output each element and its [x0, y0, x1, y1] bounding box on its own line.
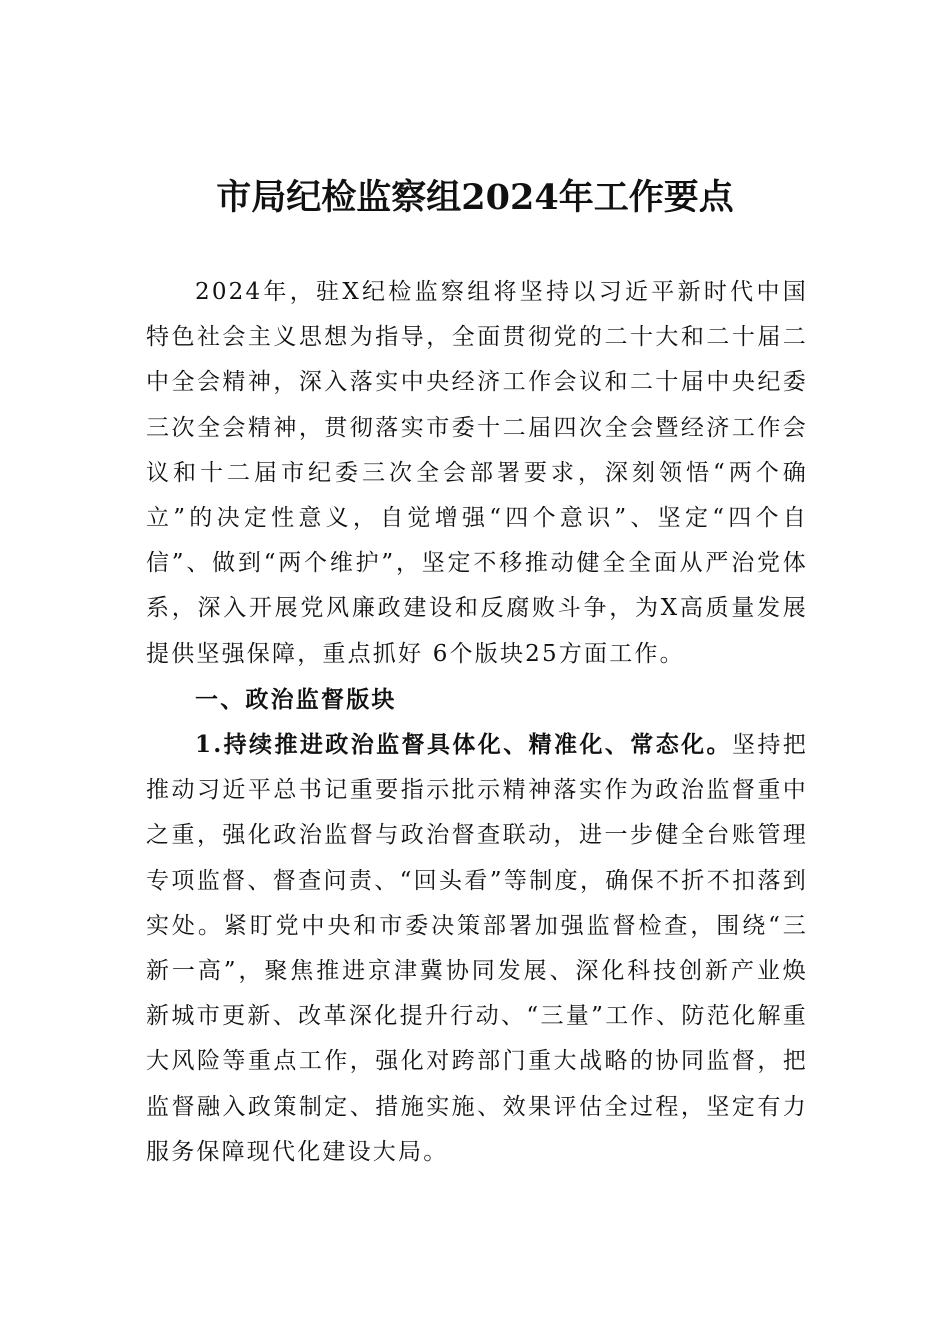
item-text-1: 坚持把推动习近平总书记重要指示批示精神落实作为政治监督重中之重，强化政治监督与政治督查联动，进一步健全台账管理专项监督、督查问责、“回头看”等制度，确保不折不扣落到实处。紧盯党中央和市委决策部署加强监督检查，围绕“三新一高”，聚焦推进京津冀协同发展、深化科技创新产业焕新城市更新、改革深化提升行动、“三量”工作、防范化解重大风险等重点工作，强化对跨部门重大战略的协同监督，把监督融入政策制定、措施实施、效果评估全过程，坚定有力服务保障现代化建设大局。	[146, 732, 808, 1165]
item-heading-1: 1.持续推进政治监督具体化、精准化、常态化。	[195, 731, 732, 759]
item-paragraph-1	[146, 722, 808, 1175]
section-heading-political-supervision: 一、政治监督版块	[195, 685, 397, 713]
document-title: 市局纪检监察组2024年工作要点	[216, 177, 734, 218]
intro-paragraph: 2024年，驻X纪检监察组将坚持以习近平新时代中国特色社会主义思想为指导，全面贯彻党的二十大和二十届二中全会精神，深入落实中央经济工作会议和二十届中央纪委三次全会精神，贯彻落实市委十二届四次全会暨经济工作会议和十二届市纪委三次全会部署要求，深刻领悟“两个确立”的决定性意义，自觉增强“四个意识”、坚定“四个自信”、做到“两个维护”，坚定不移推动健全全面从严治党体系，深入开展党风廉政建设和反腐败斗争，为X高质量发展提供坚强保障，重点抓好 6个版块25方面工作。	[146, 279, 808, 667]
document-body	[146, 270, 808, 1175]
